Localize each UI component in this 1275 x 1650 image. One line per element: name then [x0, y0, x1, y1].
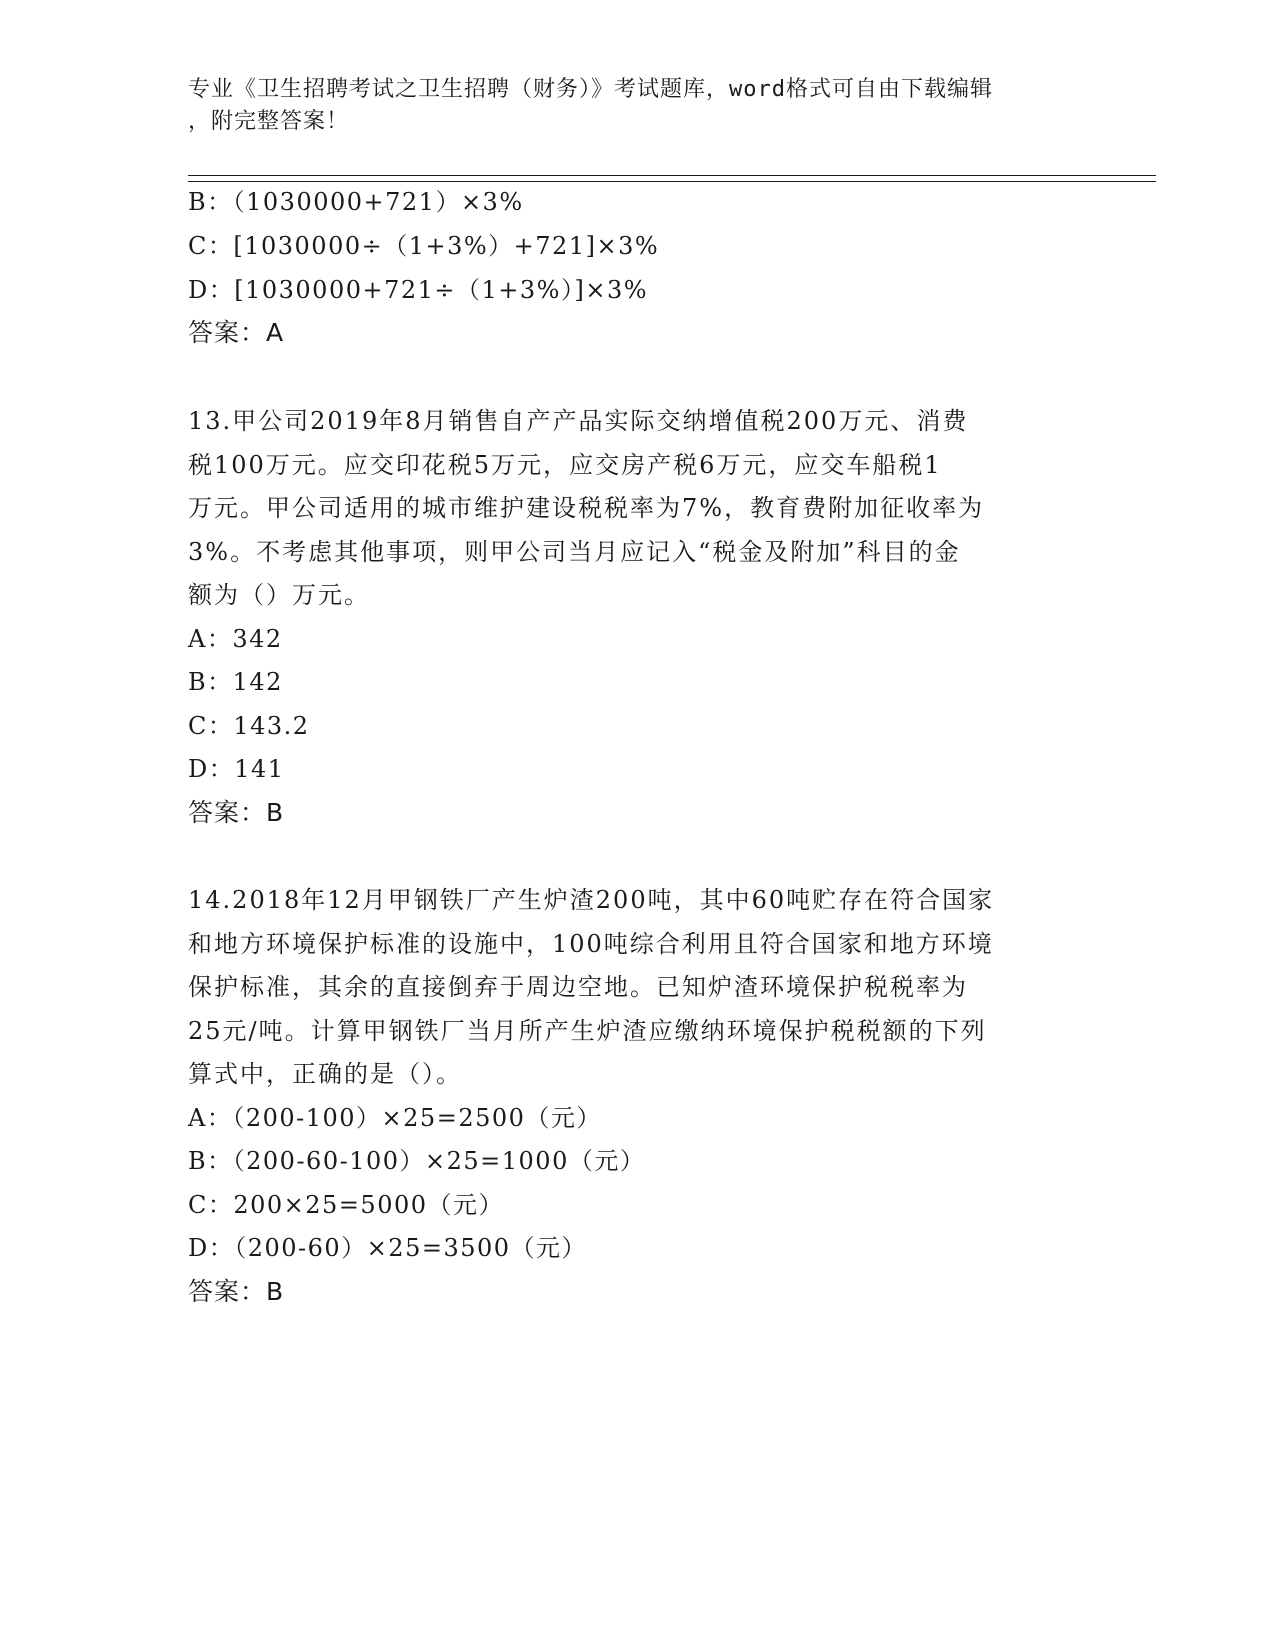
q14-stem-line: 25元/吨。计算甲钢铁厂当月所产生炉渣应缴纳环境保护税税额的下列 [188, 1017, 987, 1045]
q14-stem-line: 和地方环境保护标准的设施中，100吨综合利用且符合国家和地方环境 [188, 930, 994, 958]
q13-stem-line: 税100万元。应交印花税5万元，应交房产税6万元，应交车船税1 [188, 451, 942, 479]
header-line-2: ，附完整答案！ [188, 109, 350, 134]
q13-stem-line: 额为（）万元。 [188, 581, 370, 609]
header-line-1: 专业《卫生招聘考试之卫生招聘（财务）》考试题库，word格式可自由下载编辑 [188, 77, 993, 102]
q13-stem-line: 13.甲公司2019年8月销售自产产品实际交纳增值税200万元、消费 [188, 407, 969, 435]
q12-option-c: C：[1030000÷（1+3%）+721]×3% [188, 232, 660, 260]
q14-stem-line: 算式中，正确的是（）。 [188, 1060, 462, 1088]
q13-stem-line: 万元。甲公司适用的城市维护建设税税率为7%，教育费附加征收率为 [188, 494, 985, 522]
q14-stem-line: 14.2018年12月甲钢铁厂产生炉渣200吨，其中60吨贮存在符合国家 [188, 886, 995, 914]
q14-answer: 答案：B [188, 1277, 285, 1306]
document-header [188, 74, 1088, 138]
q12-option-b: B：（1030000+721）×3% [188, 188, 524, 216]
q14-option-a: A：（200-100）×25=2500（元） [188, 1104, 602, 1132]
q13-option-d: D：141 [188, 755, 285, 783]
q14-option-d: D：（200-60）×25=3500（元） [188, 1234, 588, 1262]
q13-option-c: C：143.2 [188, 712, 310, 740]
header-divider-top [188, 175, 1156, 176]
q14-option-c: C：200×25=5000（元） [188, 1191, 505, 1219]
q13-option-a: A：342 [188, 625, 283, 653]
q14-option-b: B：（200-60-100）×25=1000（元） [188, 1147, 646, 1175]
q12-answer: 答案：A [188, 318, 285, 347]
header-divider-bottom [188, 181, 1156, 182]
q13-stem-line: 3%。不考虑其他事项，则甲公司当月应记入“税金及附加”科目的金 [188, 538, 961, 566]
q12-option-d: D：[1030000+721÷（1+3%）]×3% [188, 276, 649, 304]
q14-stem-line: 保护标准，其余的直接倒弃于周边空地。已知炉渣环境保护税税率为 [188, 973, 968, 1001]
q13-option-b: B：142 [188, 668, 283, 696]
q13-answer: 答案：B [188, 798, 285, 827]
